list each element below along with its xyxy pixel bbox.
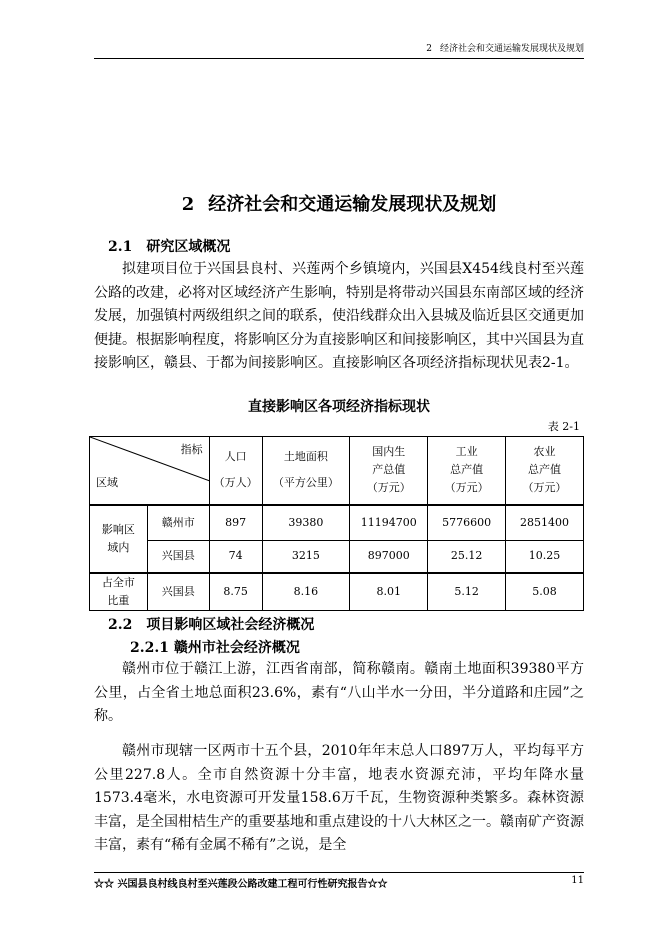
table-title: 直接影响区各项经济指标现状 [248, 399, 430, 415]
section-2-2-1-heading: 2.2.1 赣州市社会经济概况 [130, 640, 300, 656]
page-footer [94, 872, 584, 890]
section-2-1-number: 2.1 [108, 239, 133, 255]
section-2-2-1-paragraph-1: 赣州市位于赣江上游，江西省南部，简称赣南。赣南土地面积39380平方公里，占全省土地总面积23.6%，素有“八山半水一分田，半分道路和庄园”之称。 [94, 661, 584, 724]
table-row [90, 541, 584, 573]
section-2-2-heading [108, 614, 314, 634]
column-header: 土地面积 （平方公里） [262, 437, 350, 505]
table-number: 表 2-1 [547, 420, 580, 433]
row-group-label: 影响区域内 [90, 505, 148, 573]
page-number: 11 [571, 875, 584, 886]
corner-indicator-label: 指标 [180, 443, 203, 456]
table-cell: 5.12 [428, 573, 506, 611]
chapter-title-text: 经济社会和交通运输发展现状及规划 [208, 194, 497, 215]
row-region: 兴国县 [147, 573, 209, 611]
table-row [90, 573, 584, 611]
table-cell: 2851400 [506, 505, 584, 541]
table-cell: 5.08 [506, 573, 584, 611]
table-corner-cell [90, 437, 210, 505]
section-2-1-title: 研究区域概况 [146, 239, 231, 255]
column-header: 工业 总产值 （万元） [428, 437, 506, 505]
table-cell: 39380 [262, 505, 350, 541]
table-cell: 897 [209, 505, 262, 541]
section-2-2-title: 项目影响区域社会经济概况 [146, 617, 315, 633]
section-2-2-1-paragraph-2: 赣州市现辖一区两市十五个县，2010年年末总人口897万人，平均每平方公里227.8人。全市自然资源十分丰富，地表水资源充沛，平均年降水量1573.4毫米，水电资源可开发量158.6万千瓦，生物资源种类繁多。森林资源丰富，是全国柑桔生产的重要基地和重点建设的十八大林区之一。赣南矿产资源丰富，素有“稀有金属不稀有”之说，是全 [94, 743, 584, 853]
table-cell: 5776600 [428, 505, 506, 541]
table-header-row [90, 437, 584, 505]
table-cell: 8.01 [350, 573, 428, 611]
row-region: 兴国县 [147, 541, 209, 573]
column-header: 农业 总产值 （万元） [506, 437, 584, 505]
table-cell: 8.16 [262, 573, 350, 611]
section-2-1-heading [108, 236, 230, 256]
chapter-title [94, 190, 584, 216]
header-chapter-number: 2 [426, 44, 432, 54]
table-cell: 10.25 [506, 541, 584, 573]
table-cell: 8.75 [209, 573, 262, 611]
running-header [94, 40, 584, 59]
table-cell: 25.12 [428, 541, 506, 573]
chapter-number: 2 [181, 194, 195, 215]
corner-region-label: 区域 [96, 475, 118, 489]
table-cell: 3215 [262, 541, 350, 573]
row-region: 赣州市 [147, 505, 209, 541]
row-group-label: 占全市比重 [90, 573, 148, 611]
column-header: 人口 （万人） [209, 437, 262, 505]
column-header: 国内生 产总值 （万元） [350, 437, 428, 505]
table-row [90, 505, 584, 541]
section-2-2-number: 2.2 [108, 617, 133, 633]
section-2-1-paragraph: 拟建项目位于兴国县良村、兴莲两个乡镇境内，兴国县X454线良村至兴莲公路的改建，必将对区域经济产生影响，特别是将带动兴国县东南部区域的经济发展，加强镇村两级组织之间的联系，使沿线群众出入县城及临近县区交通更加便捷。根据影响程度，将影响区分为直接影响区和间接影响区，其中兴国县为直接影响区，赣县、于都为间接影响区。直接影响区各项经济指标现状见表2-1。 [94, 261, 584, 371]
footer-report-title: ☆☆ 兴国县良村线良村至兴莲段公路改建工程可行性研究报告☆☆ [94, 879, 388, 890]
table-cell: 11194700 [350, 505, 428, 541]
header-chapter-name: 经济社会和交通运输发展现状及规划 [439, 44, 584, 54]
economic-indicators-table [89, 436, 584, 611]
table-cell: 897000 [350, 541, 428, 573]
table-cell: 74 [209, 541, 262, 573]
